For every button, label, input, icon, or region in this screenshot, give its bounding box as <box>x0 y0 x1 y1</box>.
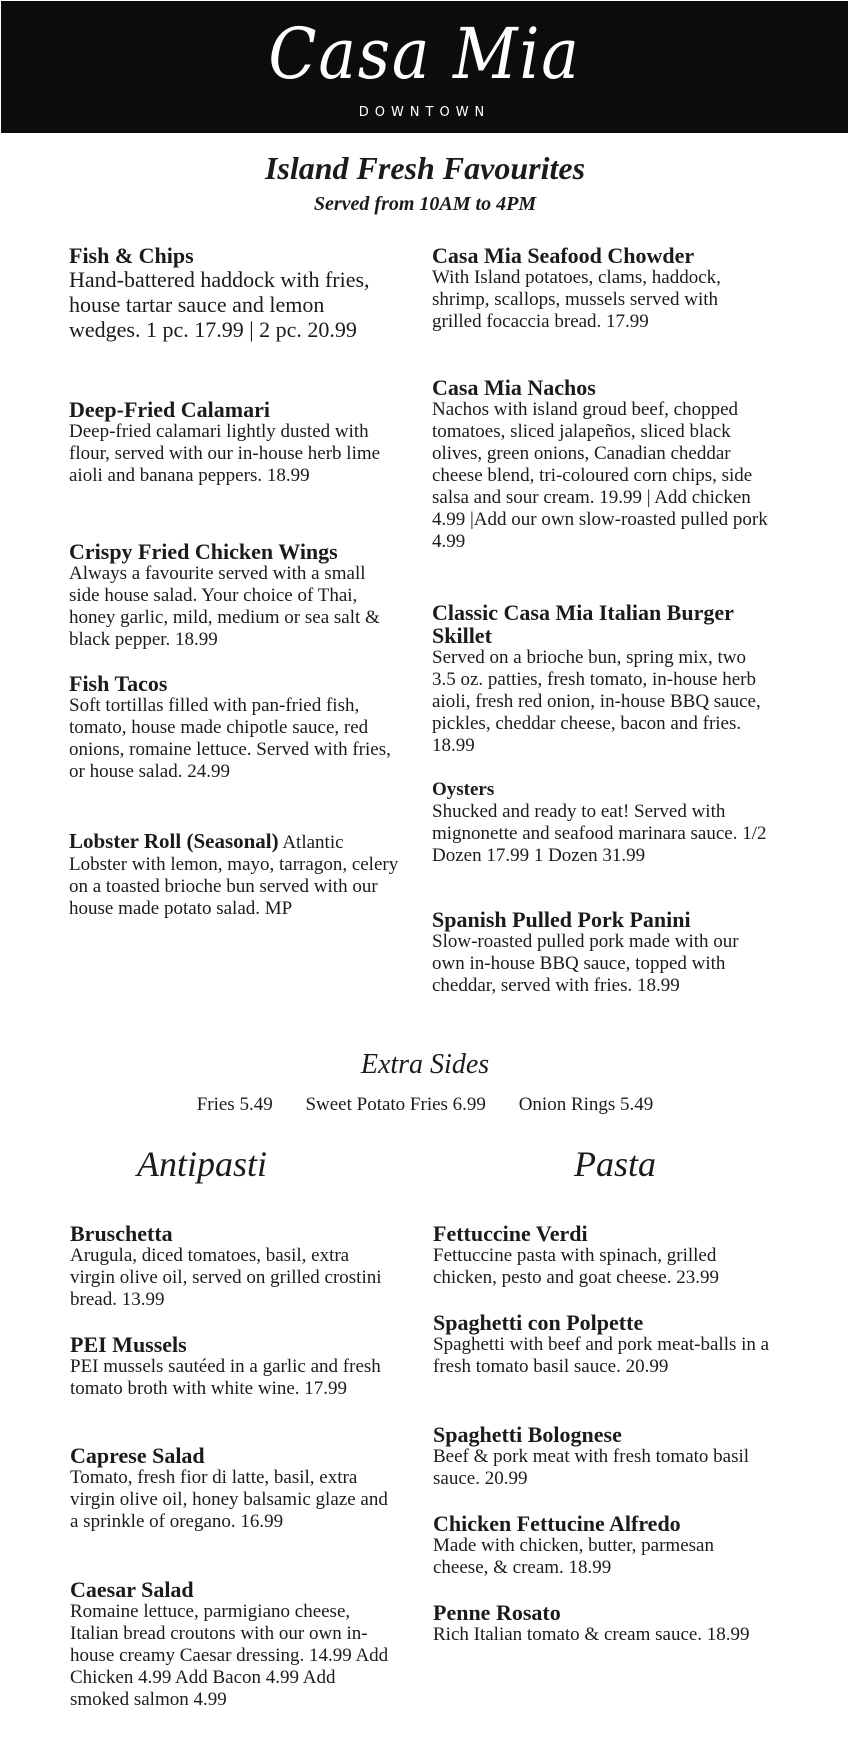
side-item: Onion Rings 5.49 <box>518 1094 654 1115</box>
item-desc: Slow-roasted pulled pork made with our own in-house BBQ sauce, topped with cheddar, served with fries. 18.99 <box>432 931 739 996</box>
menu-item <box>69 244 399 342</box>
item-desc: Beef & pork meat with fresh tomato basil sauce. 20.99 <box>433 1446 750 1489</box>
menu-item <box>432 908 772 997</box>
menu-item <box>432 778 772 867</box>
menu-item <box>69 540 399 651</box>
pasta-title: Pasta <box>574 1144 657 1184</box>
item-desc: Romaine lettuce, parmigiano cheese, Italian bread croutons with our own in-house creamy Caesar dressing. 14.99 Add Chicken 4.99 Add Bacon 4.99 Add smoked salmon 4.99 <box>70 1601 389 1710</box>
item-desc: Soft tortillas filled with pan-fried fish, tomato, house made chipotle sauce, red onions, romaine lettuce. Served with fries, or house salad. 24.99 <box>69 695 391 782</box>
item-name: Casa Mia Seafood Chowder <box>432 243 695 268</box>
sides-title: Extra Sides <box>360 1049 490 1080</box>
menu-item <box>432 376 772 553</box>
item-name: Oysters <box>432 779 495 800</box>
side-item: Fries 5.49 <box>196 1094 273 1115</box>
item-name: Caprese Salad <box>70 1443 205 1468</box>
menu-item <box>432 244 772 333</box>
menu-item <box>69 672 399 783</box>
item-desc: Tomato, fresh fior di latte, basil, extra virgin olive oil, honey balsamic glaze and a sprinkle of oregano. 16.99 <box>70 1467 388 1532</box>
item-name: Lobster Roll (Seasonal) <box>69 829 279 853</box>
item-name: Deep-Fried Calamari <box>69 397 270 422</box>
item-name: Fish & Chips <box>69 243 194 268</box>
item-desc: Fettuccine pasta with spinach, grilled chicken, pesto and goat cheese. 23.99 <box>433 1245 719 1288</box>
item-desc: PEI mussels sautéed in a garlic and fresh tomato broth with white wine. 17.99 <box>70 1356 381 1399</box>
header-banner <box>1 1 848 133</box>
section-subtitle: Served from 10AM to 4PM <box>313 193 537 215</box>
menu-item <box>70 1578 390 1711</box>
item-desc: Nachos with island groud beef, chopped tomatoes, sliced jalapeños, sliced black olives, green onions, Canadian cheddar cheese blend, tri-coloured corn chips, side salsa and sour cream. 19.99 | Add chicken 4.99 |Add our own slow-roasted pulled pork 4.99 <box>432 399 768 552</box>
menu-item <box>433 1601 773 1646</box>
item-name: PEI Mussels <box>70 1332 187 1357</box>
item-name: Spanish Pulled Pork Panini <box>432 907 691 932</box>
item-name: Fish Tacos <box>69 671 168 696</box>
section-title: Island Fresh Favourites <box>264 150 586 186</box>
item-desc: Spaghetti with beef and pork meat-balls in a fresh tomato basil sauce. 20.99 <box>433 1334 770 1377</box>
antipasti-title: Antipasti <box>137 1144 268 1184</box>
menu-item <box>69 398 399 487</box>
menu-item <box>70 1333 390 1400</box>
item-name: Crispy Fried Chicken Wings <box>69 539 338 564</box>
item-name: Bruschetta <box>70 1221 173 1246</box>
item-name: Spaghetti con Polpette <box>433 1310 644 1335</box>
item-name: Chicken Fettucine Alfredo <box>433 1511 681 1536</box>
item-name: Fettuccine Verdi <box>433 1221 588 1246</box>
menu-item <box>70 1444 390 1533</box>
sides-list <box>0 1094 850 1116</box>
menu-item <box>433 1423 773 1490</box>
item-desc: Atlantic Lobster with lemon, mayo, tarragon, celery on a toasted brioche bun served with our house made potato salad. MP <box>69 832 399 919</box>
item-name: Casa Mia Nachos <box>432 375 596 400</box>
item-desc: With Island potatoes, clams, haddock, shrimp, scallops, mussels served with grilled focaccia bread. 17.99 <box>432 267 721 332</box>
item-desc: Shucked and ready to eat! Served with mignonette and seafood marinara sauce. 1/2 Dozen 17.99 1 Dozen 31.99 <box>432 801 767 866</box>
item-desc: Arugula, diced tomatoes, basil, extra virgin olive oil, served on grilled crostini bread. 13.99 <box>70 1245 382 1310</box>
menu-item <box>70 1222 390 1311</box>
menu-item <box>433 1311 773 1378</box>
menu-item <box>433 1222 773 1289</box>
menu-item <box>69 830 399 920</box>
item-desc: Always a favourite served with a small side house salad. Your choice of Thai, honey garlic, mild, medium or sea salt & black pepper. 18.99 <box>69 563 380 650</box>
item-desc: Deep-fried calamari lightly dusted with flour, served with our in-house herb lime aioli and banana peppers. 18.99 <box>69 421 381 486</box>
item-name: Penne Rosato <box>433 1600 561 1625</box>
side-item: Sweet Potato Fries 6.99 <box>305 1094 486 1115</box>
item-desc: Hand-battered haddock with fries, house tartar sauce and lemon wedges. 1 pc. 17.99 | 2 pc. 20.99 <box>69 267 370 342</box>
item-name: Classic Casa Mia Italian Burger Skillet <box>432 600 734 648</box>
logo-subtitle: DOWNTOWN <box>358 105 491 120</box>
item-name: Caesar Salad <box>70 1577 194 1602</box>
menu-item <box>433 1512 773 1579</box>
item-name: Spaghetti Bolognese <box>433 1422 622 1447</box>
logo: Casa Mia <box>268 13 581 95</box>
item-desc: Served on a brioche bun, spring mix, two 3.5 oz. patties, fresh tomato, in-house herb aioli, fresh red onion, in-house BBQ sauce, pickles, cheddar cheese, bacon and fries. 18.99 <box>432 647 761 756</box>
item-desc: Made with chicken, butter, parmesan cheese, & cream. 18.99 <box>433 1535 714 1578</box>
menu-item <box>432 601 772 757</box>
item-desc: Rich Italian tomato & cream sauce. 18.99 <box>433 1624 750 1645</box>
